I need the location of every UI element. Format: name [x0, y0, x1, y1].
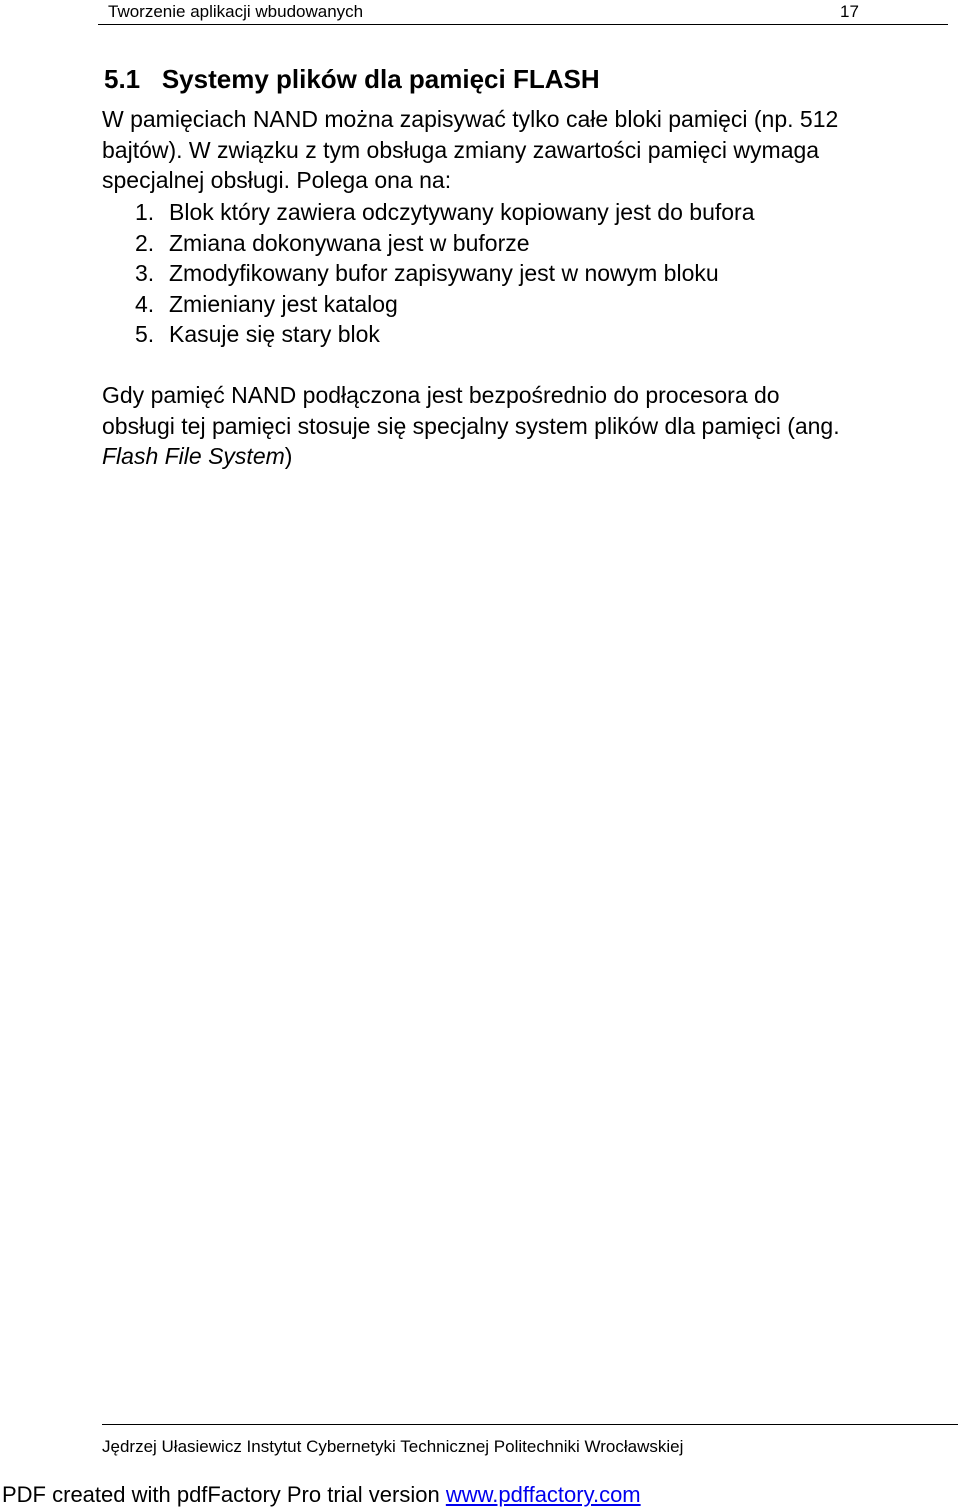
pdf-creator-note	[2, 1482, 641, 1508]
section-number: 5.1	[104, 64, 141, 94]
page-number: 17	[840, 2, 859, 21]
list-item	[135, 258, 755, 289]
pdffactory-link[interactable]: www.pdffactory.com	[445, 1482, 641, 1507]
section-title: Systemy plików dla pamięci FLASH	[161, 64, 600, 94]
list-item	[135, 289, 755, 320]
closing-paren: )	[284, 443, 293, 469]
list-item-text: Blok który zawiera odczytywany kopiowany jest do bufora	[169, 199, 755, 225]
paragraph-line	[102, 441, 840, 472]
paragraph-line: obsługi tej pamięci stosuje się specjalny system plików dla pamięci (ang.	[102, 412, 840, 439]
footer-author: Jędrzej Ułasiewicz Instytut Cybernetyki Technicznej Politechniki Wrocławskiej	[102, 1437, 684, 1456]
paragraph-line: specjalnej obsługi. Polega ona na:	[102, 167, 452, 193]
section-heading	[104, 64, 600, 95]
list-item-number: 2.	[135, 229, 155, 256]
paragraph-line: W pamięciach NAND można zapisywać tylko całe bloki pamięci (np. 512	[102, 106, 839, 132]
list-item-text: Zmiana dokonywana jest w buforze	[169, 229, 530, 256]
list-item-number: 1.	[135, 199, 155, 225]
list-item-number: 5.	[135, 321, 155, 347]
intro-paragraph	[102, 104, 838, 196]
list-item-text: Zmieniany jest katalog	[169, 290, 398, 317]
header-title: Tworzenie aplikacji wbudowanych	[108, 2, 364, 21]
flash-fs-paragraph	[102, 380, 840, 472]
list-item	[135, 319, 755, 350]
paragraph-line: bajtów). W związku z tym obsługa zmiany zawartości pamięci wymaga	[102, 136, 820, 163]
list-item-number: 3.	[135, 260, 155, 286]
steps-list	[135, 197, 755, 350]
list-item-number: 4.	[135, 290, 155, 317]
list-item-text: Zmodyfikowany bufor zapisywany jest w nowym bloku	[169, 260, 719, 286]
list-item	[135, 197, 755, 228]
page-header	[98, 0, 948, 25]
footer-divider	[102, 1424, 958, 1425]
list-item-text: Kasuje się stary blok	[169, 321, 380, 347]
italic-term: Flash File System	[102, 443, 285, 469]
pdf-note-text: PDF created with pdfFactory Pro trial version	[2, 1482, 446, 1507]
paragraph-line: Gdy pamięć NAND podłączona jest bezpośrednio do procesora do	[102, 382, 780, 408]
list-item	[135, 228, 755, 259]
